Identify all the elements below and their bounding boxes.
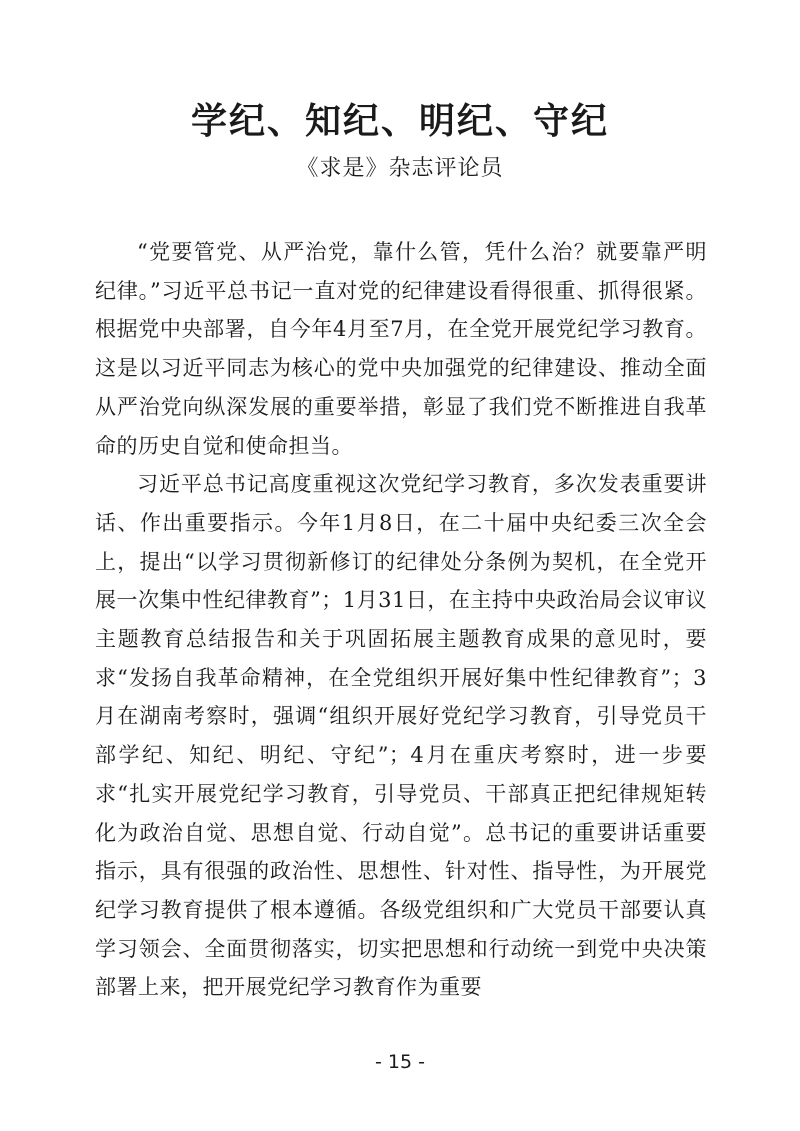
paragraph-1: “党要管党、从严治党，靠什么管，凭什么治？就要靠严明纪律。”习近平总书记一直对党的纪律建设看得很重、抓得很紧。根据党中央部署，自今年4月至7月，在全党开展党纪学习教育。这是以习近平同志为核心的党中央加强党的纪律建设、推动全面从严治党向纵深发展的重要举措，彰显了我们党不断推进自我革命的历史自觉和使命担当。: [95, 240, 707, 458]
page-number: - 15 -: [375, 1051, 425, 1073]
article-body: [95, 233, 707, 1007]
paragraph-2: 习近平总书记高度重视这次党纪学习教育，多次发表重要讲话、作出重要指示。今年1月8日，在二十届中央纪委三次全会上，提出“以学习贯彻新修订的纪律处分条例为契机，在全党开展一次集中性纪律教育”；1月31日，在主持中央政治局会议审议主题教育总结报告和关于巩固拓展主题教育成果的意见时，要求“发扬自我革命精神，在全党组织开展好集中性纪律教育”；3月在湖南考察时，强调“组织开展好党纪学习教育，引导党员干部学纪、知纪、明纪、守纪”；4月在重庆考察时，进一步要求“扎实开展党纪学习教育，引导党员、干部真正把纪律规矩转化为政治自觉、思想自觉、行动自觉”。总书记的重要讲话重要指示，具有很强的政治性、思想性、针对性、指导性，为开展党纪学习教育提供了根本遵循。各级党组织和广大党员干部要认真学习领会、全面贯彻落实，切实把思想和行动统一到党中央决策部署上来，把开展党纪学习教育作为重要: [95, 472, 707, 1000]
article-byline: 《求是》杂志评论员: [296, 156, 504, 181]
article-title: 学纪、知纪、明纪、守纪: [190, 101, 609, 142]
